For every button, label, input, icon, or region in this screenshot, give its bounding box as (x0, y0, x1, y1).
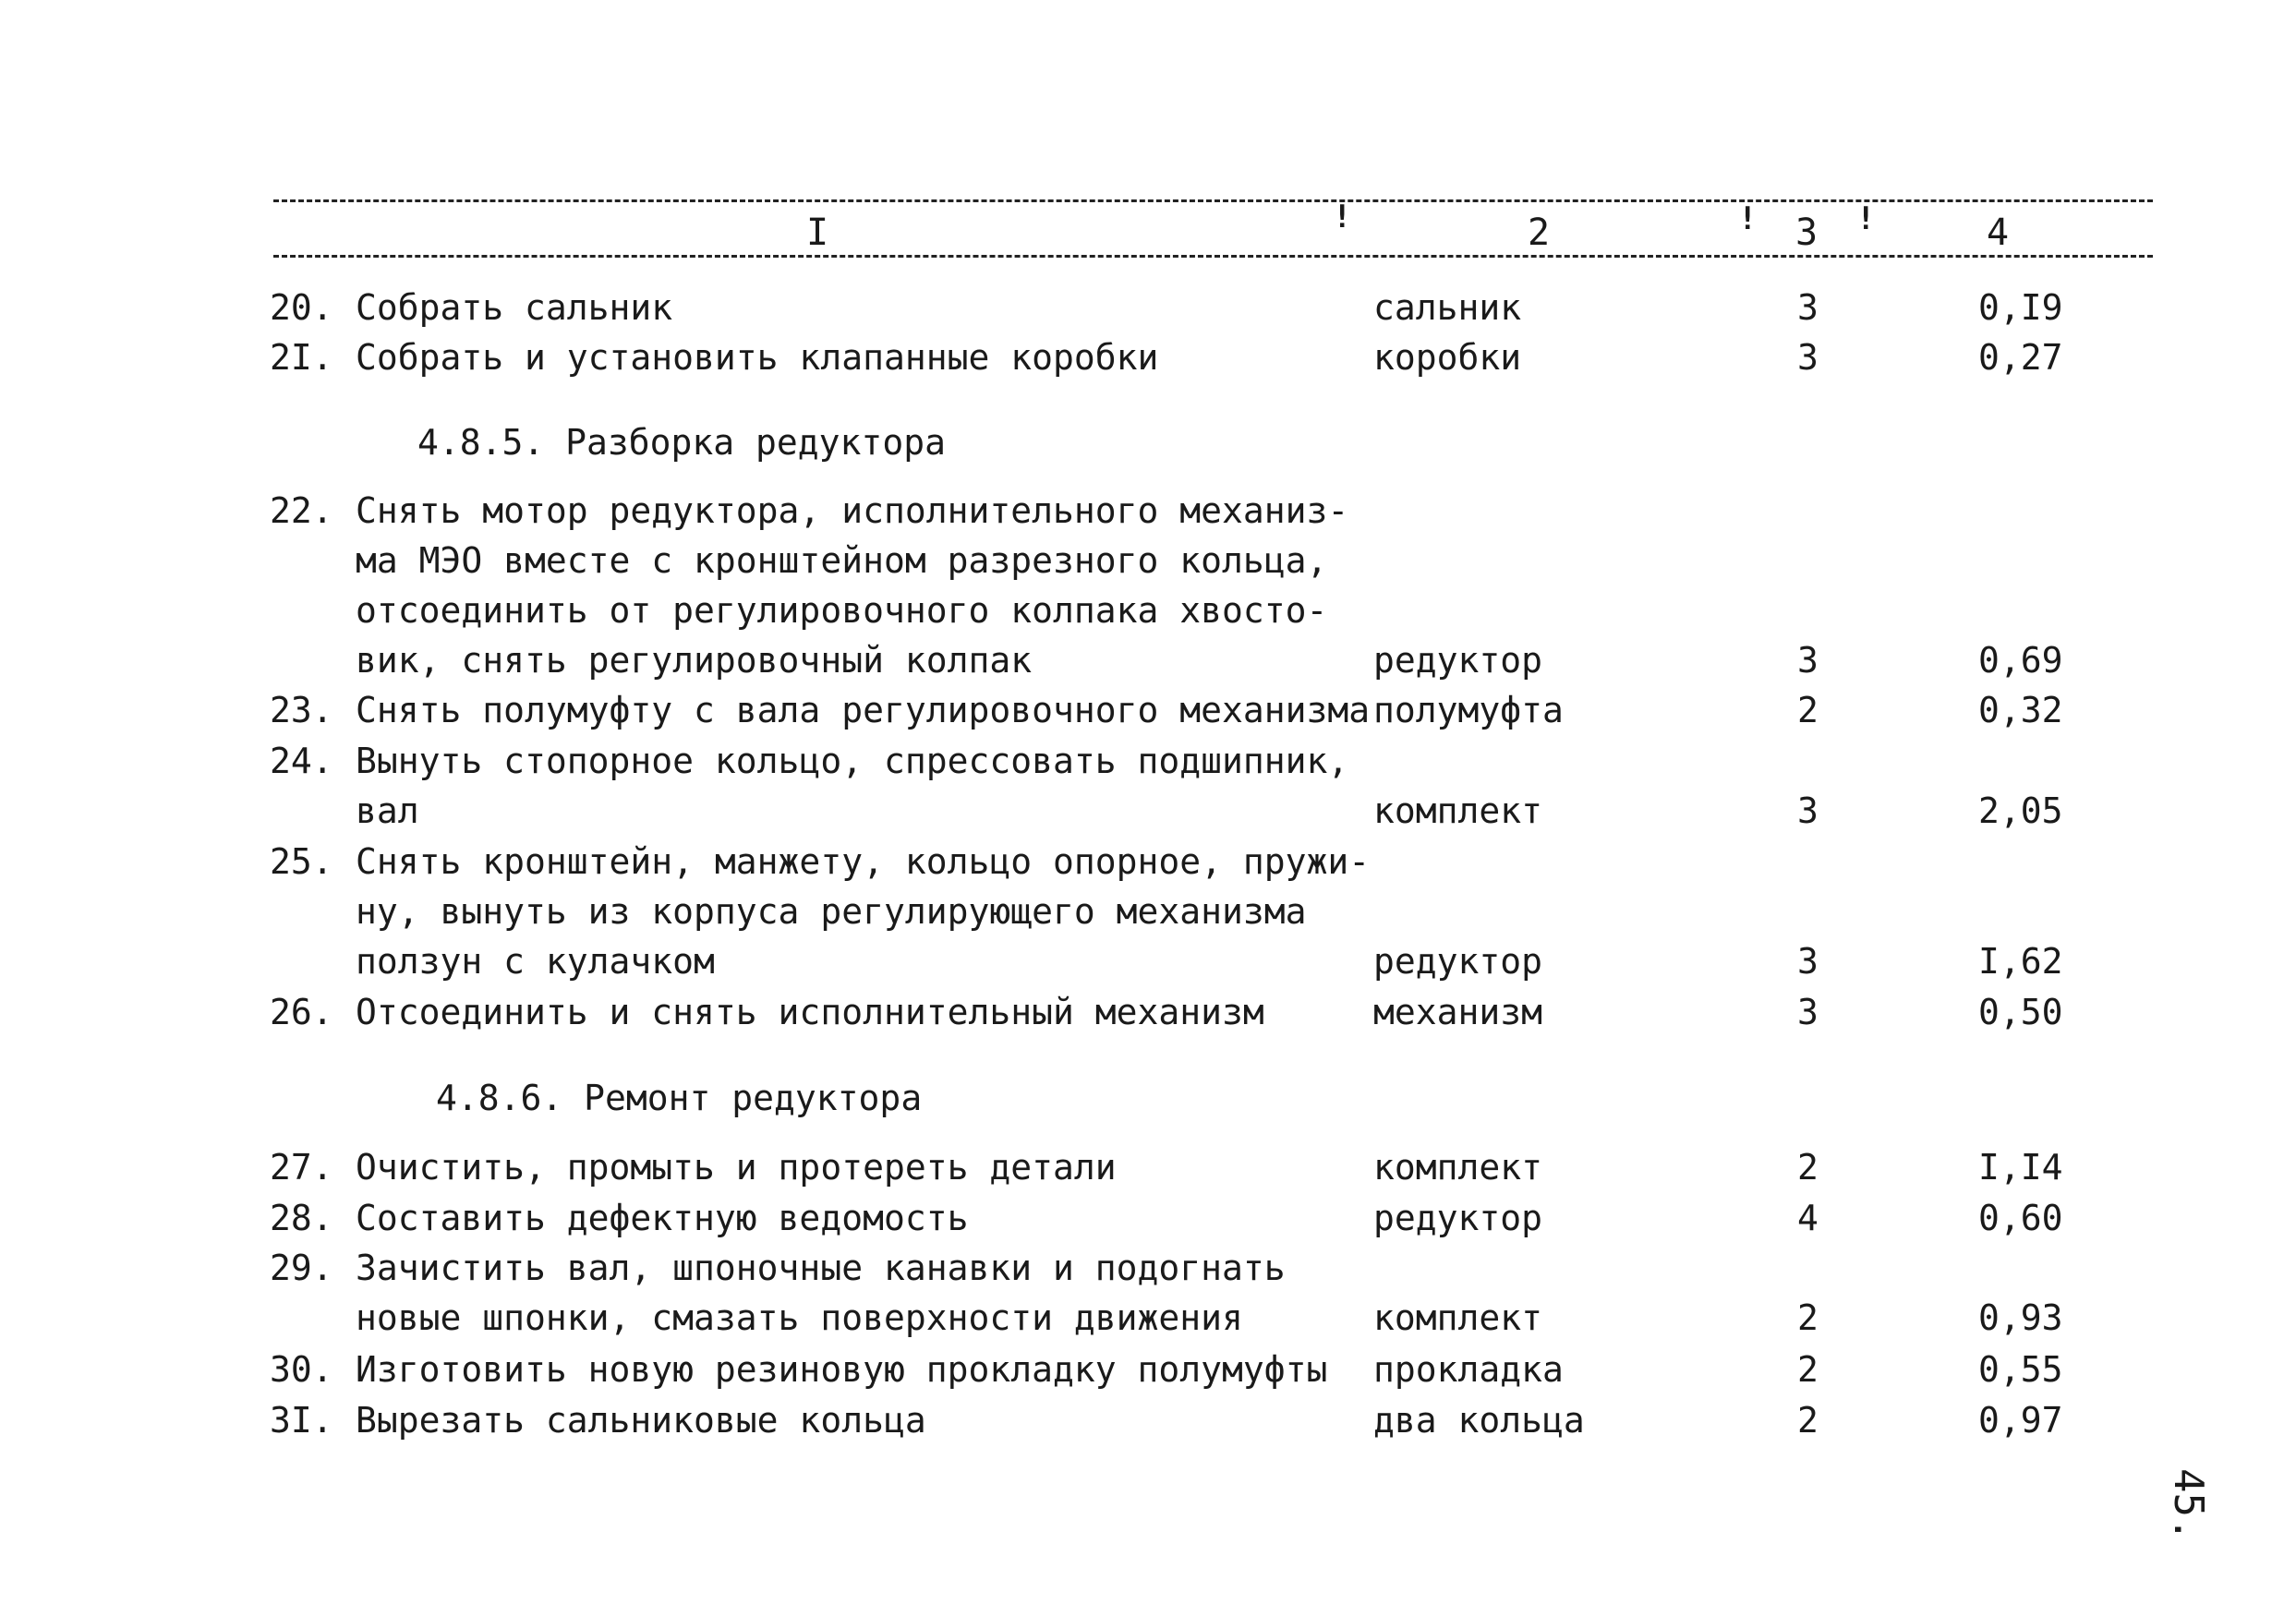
column-separator: ! (1738, 200, 1758, 237)
row-grade: 4 (1797, 1198, 1819, 1238)
row-grade: 2 (1797, 1297, 1819, 1338)
row-number: 22. (270, 490, 333, 531)
row-unit: механизм (1373, 992, 1543, 1032)
row-time: 0,60 (1978, 1198, 2063, 1238)
row-operation: Зачистить вал, шпоночные канавки и подогнать (356, 1248, 1286, 1288)
row-grade: 2 (1797, 1400, 1819, 1441)
row-number: 20. (270, 287, 333, 328)
row-time: 0,50 (1978, 992, 2063, 1032)
row-number: 28. (270, 1198, 333, 1238)
row-grade: 3 (1797, 337, 1819, 378)
row-grade: 3 (1797, 640, 1819, 681)
row-number: 26. (270, 992, 333, 1032)
row-unit: полумуфта (1373, 690, 1564, 730)
row-time: I,I4 (1978, 1147, 2063, 1188)
row-unit: коробки (1373, 337, 1522, 378)
row-grade: 3 (1797, 992, 1819, 1032)
header-col-1: I (806, 211, 829, 254)
row-operation: ма МЭО вместе с кронштейном разрезного кольца, (356, 540, 1328, 581)
row-unit: комплект (1373, 1297, 1543, 1338)
row-unit: редуктор (1373, 1198, 1543, 1238)
row-unit: комплект (1373, 790, 1543, 831)
row-number: 27. (270, 1147, 333, 1188)
row-operation: Снять мотор редуктора, исполнительного механиз- (356, 490, 1349, 531)
row-number: 30. (270, 1349, 333, 1390)
row-operation: Очистить, промыть и протереть детали (356, 1147, 1117, 1188)
row-operation: Отсоединить и снять исполнительный механизм (356, 992, 1264, 1032)
column-separator: ! (1856, 200, 1876, 237)
section-heading: 4.8.6. Ремонт редуктора (436, 1078, 923, 1118)
row-time: 0,27 (1978, 337, 2063, 378)
row-number: 23. (270, 690, 333, 730)
row-operation: отсоединить от регулировочного колпака хвосто- (356, 590, 1328, 631)
row-number: 25. (270, 841, 333, 882)
row-unit: два кольца (1373, 1400, 1585, 1441)
header-col-2: 2 (1528, 211, 1551, 254)
row-unit: редуктор (1373, 640, 1543, 681)
row-number: 3I. (270, 1400, 333, 1441)
row-grade: 3 (1797, 287, 1819, 328)
row-operation: Собрать сальник (356, 287, 673, 328)
row-time: 0,55 (1978, 1349, 2063, 1390)
section-heading: 4.8.5. Разборка редуктора (417, 422, 946, 463)
row-operation: новые шпонки, смазать поверхности движения (356, 1297, 1243, 1338)
page-number: 45. (2165, 1468, 2212, 1542)
row-time: 0,93 (1978, 1297, 2063, 1338)
header-col-3: 3 (1795, 211, 1819, 254)
row-operation: вик, снять регулировочный колпак (356, 640, 1033, 681)
row-number: 24. (270, 741, 333, 781)
row-grade: 2 (1797, 690, 1819, 730)
row-time: I,62 (1978, 941, 2063, 982)
row-grade: 3 (1797, 790, 1819, 831)
row-operation: Снять полумуфту с вала регулировочного механизма (356, 690, 1371, 730)
row-time: 2,05 (1978, 790, 2063, 831)
row-number: 29. (270, 1248, 333, 1288)
row-time: 0,I9 (1978, 287, 2063, 328)
row-operation: Вынуть стопорное кольцо, спрессовать подшипник, (356, 741, 1349, 781)
row-grade: 2 (1797, 1147, 1819, 1188)
row-unit: редуктор (1373, 941, 1543, 982)
row-grade: 3 (1797, 941, 1819, 982)
row-time: 0,69 (1978, 640, 2063, 681)
row-time: 0,97 (1978, 1400, 2063, 1441)
row-operation: Составить дефектную ведомость (356, 1198, 969, 1238)
row-operation: Собрать и установить клапанные коробки (356, 337, 1159, 378)
header-col-4: 4 (1987, 211, 2010, 254)
row-operation: ползун с кулачком (356, 941, 715, 982)
row-grade: 2 (1797, 1349, 1819, 1390)
column-separator: ! (1333, 199, 1352, 235)
row-operation: Снять кронштейн, манжету, кольцо опорное, пружи- (356, 841, 1371, 882)
row-unit: сальник (1373, 287, 1522, 328)
row-unit: комплект (1373, 1147, 1543, 1188)
header-bottom-rule (273, 255, 2153, 258)
row-operation: Изготовить новую резиновую прокладку полумуфты (356, 1349, 1328, 1390)
row-operation: вал (356, 790, 419, 831)
row-unit: прокладка (1373, 1349, 1564, 1390)
row-operation: ну, вынуть из корпуса регулирующего механизма (356, 891, 1307, 932)
row-number: 2I. (270, 337, 333, 378)
row-operation: Вырезать сальниковые кольца (356, 1400, 926, 1441)
row-time: 0,32 (1978, 690, 2063, 730)
